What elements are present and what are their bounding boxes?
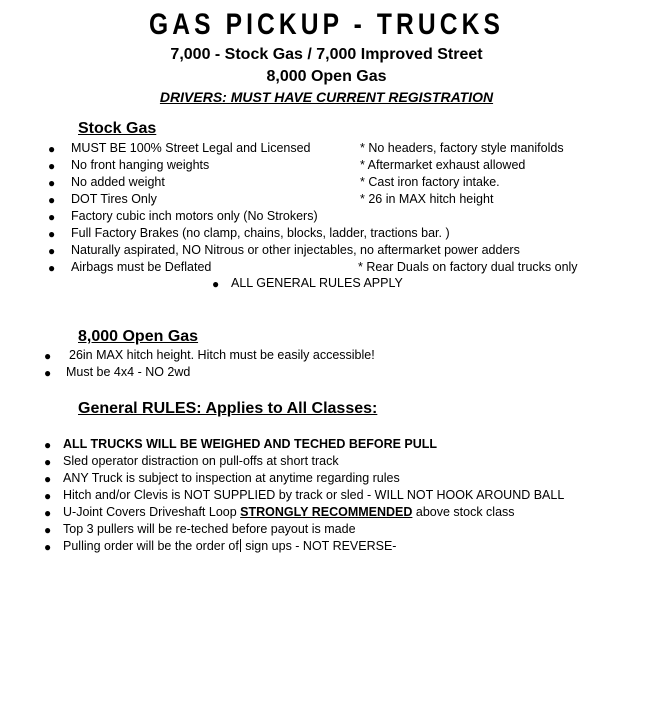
bullet: ● bbox=[44, 489, 52, 503]
bullet: ● bbox=[212, 277, 220, 291]
list-item: ANY Truck is subject to inspection at anytime regarding rules bbox=[63, 471, 400, 485]
bullet: ● bbox=[44, 523, 52, 537]
list-item-text: Pulling order will be the order of bbox=[63, 539, 239, 553]
list-item bbox=[63, 539, 396, 553]
general-rules-heading: General RULES: Applies to All Classes: bbox=[78, 400, 378, 417]
open-gas-heading: 8,000 Open Gas bbox=[78, 328, 199, 345]
list-item: Sled operator distraction on pull-offs at short track bbox=[63, 454, 339, 468]
bullet: ● bbox=[44, 366, 52, 380]
list-item-right: * Cast iron factory intake. bbox=[360, 175, 500, 189]
bullet: ● bbox=[48, 193, 56, 207]
list-item: Factory cubic inch motors only (No Strokers) bbox=[71, 209, 318, 223]
list-item: Top 3 pullers will be re-teched before payout is made bbox=[63, 522, 356, 536]
list-item-text: U-Joint Covers Driveshaft Loop bbox=[63, 505, 241, 519]
text-cursor bbox=[240, 539, 241, 552]
list-item: MUST BE 100% Street Legal and Licensed bbox=[71, 141, 311, 155]
list-item: Airbags must be Deflated bbox=[71, 260, 212, 274]
bullet: ● bbox=[48, 142, 56, 156]
stock-gas-heading: Stock Gas bbox=[78, 120, 157, 137]
bullet: ● bbox=[48, 159, 56, 173]
bullet: ● bbox=[44, 540, 52, 554]
list-item-text: sign ups - NOT REVERSE- bbox=[241, 539, 397, 553]
list-item: 26in MAX hitch height. Hitch must be easily accessible! bbox=[69, 348, 375, 362]
list-item: Hitch and/or Clevis is NOT SUPPLIED by track or sled - WILL NOT HOOK AROUND BALL bbox=[63, 488, 565, 502]
bullet: ● bbox=[44, 438, 52, 452]
bullet: ● bbox=[48, 227, 56, 241]
emphasis-text: STRONGLY RECOMMENDED bbox=[240, 505, 413, 519]
list-item: Must be 4x4 - NO 2wd bbox=[66, 365, 191, 379]
list-item: Full Factory Brakes (no clamp, chains, blocks, ladder, tractions bar. ) bbox=[71, 226, 450, 240]
list-item-right: * Aftermarket exhaust allowed bbox=[360, 158, 526, 172]
bullet: ● bbox=[44, 506, 52, 520]
list-item-right: * Rear Duals on factory dual trucks only bbox=[358, 260, 578, 274]
page-title: GAS PICKUP - TRUCKS bbox=[149, 8, 504, 41]
subtitle-open-gas: 8,000 Open Gas bbox=[266, 68, 387, 85]
list-item bbox=[63, 505, 515, 519]
bullet: ● bbox=[44, 472, 52, 486]
bullet: ● bbox=[48, 261, 56, 275]
drivers-note: DRIVERS: MUST HAVE CURRENT REGISTRATION bbox=[159, 89, 494, 105]
subtitle-classes: 7,000 - Stock Gas / 7,000 Improved Street bbox=[170, 46, 483, 63]
list-item: DOT Tires Only bbox=[71, 192, 157, 206]
list-item: No added weight bbox=[71, 175, 165, 189]
bullet: ● bbox=[44, 455, 52, 469]
general-rules-apply: ALL GENERAL RULES APPLY bbox=[231, 276, 403, 290]
list-item: No front hanging weights bbox=[71, 158, 210, 172]
bullet: ● bbox=[44, 349, 52, 363]
list-item: Naturally aspirated, NO Nitrous or other injectables, no aftermarket power adders bbox=[71, 243, 520, 257]
list-item-right: * No headers, factory style manifolds bbox=[360, 141, 564, 155]
list-item: ALL TRUCKS WILL BE WEIGHED AND TECHED BEFORE PULL bbox=[63, 437, 438, 451]
list-item-text: above stock class bbox=[412, 505, 515, 519]
list-item-right: * 26 in MAX hitch height bbox=[360, 192, 494, 206]
bullet: ● bbox=[48, 210, 56, 224]
bullet: ● bbox=[48, 244, 56, 258]
bullet: ● bbox=[48, 176, 56, 190]
